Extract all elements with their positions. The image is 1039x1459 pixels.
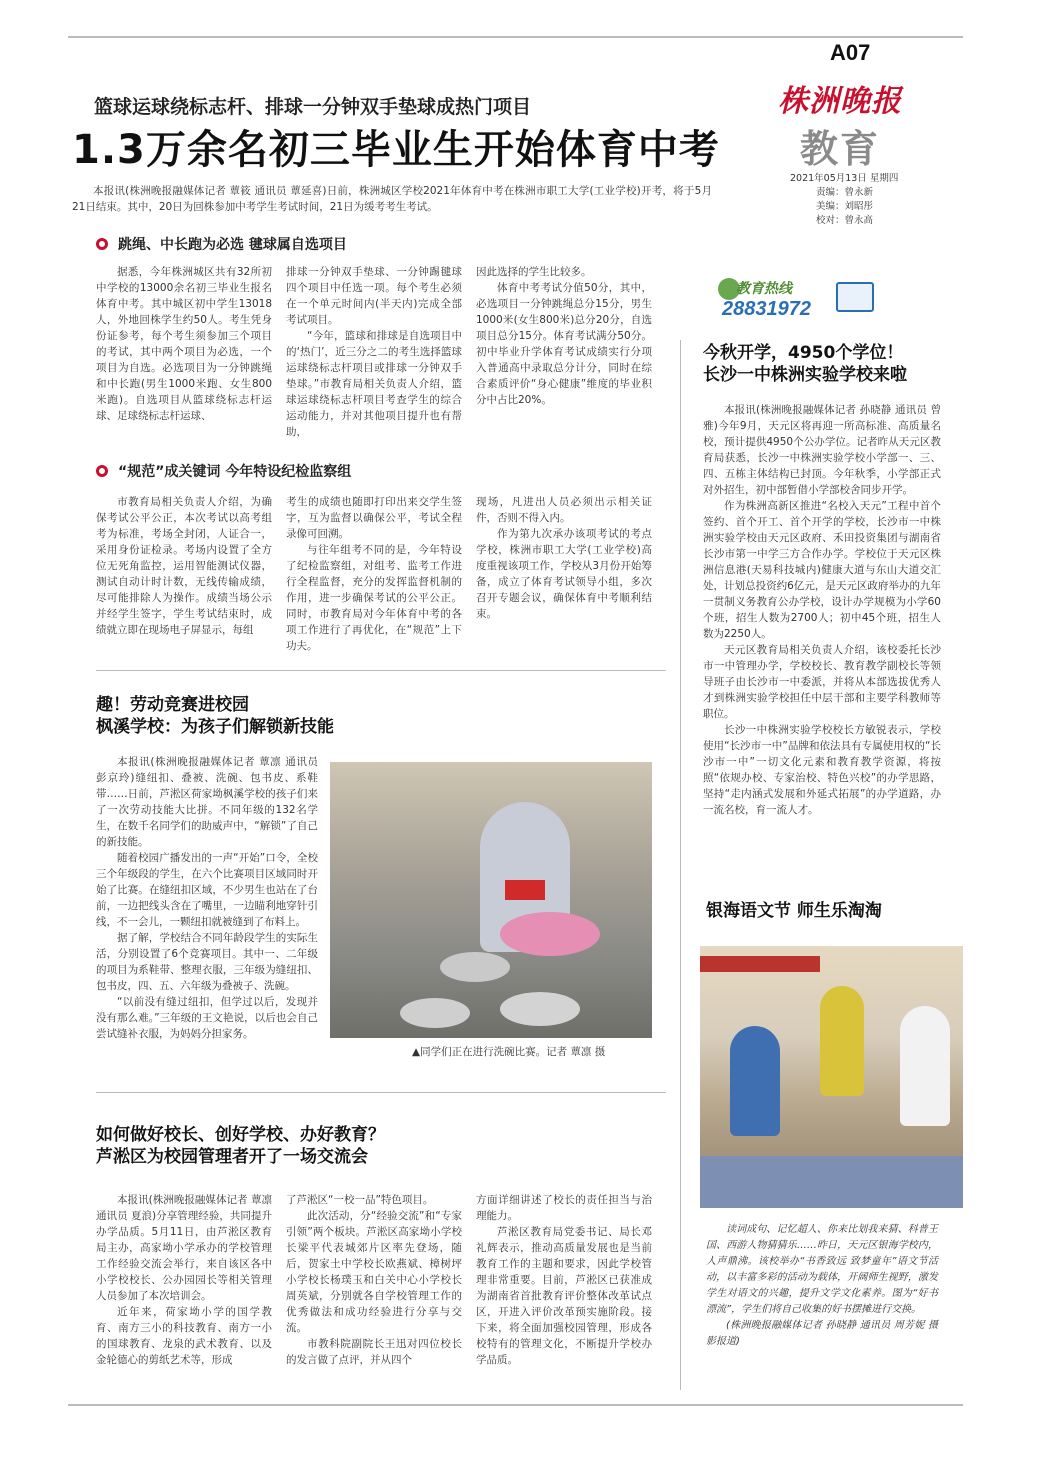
principal-col3: 方面详细讲述了校长的责任担当与治理能力。 芦淞区教育局党委书记、局长邓礼辉表示，推动高质量发展也是当前教育工作的主题和要求，因此学校管理非常重要。目前，芦淞区已获准成为湖南省首批教育评价整体改革试点区，开进入评价改革预实施阶段。接下来，将全面加强校园管理，形成各校特有的管理文化，不断提升学校办学品质。 [476, 1194, 652, 1366]
yinhai-caption: 读词成句、记忆超人、你来比划我来猜、科普王国、西游人物猜猜乐……昨日，天元区银海学校内，人声鼎沸。该校举办“书香致远 致梦童年”语文节活动，以丰富多彩的活动为载体，开阔师生视野，激发学生对语文的兴趣，提升文学文化素养。图为“好书漂流”，学生们将自己收集的好书摆摊进行交换。 (株洲晚报融媒体记者 孙晓静 通讯员 周芳妮 摄影报道) [706, 1224, 938, 1347]
person-shape [820, 986, 864, 1096]
hotline-label: 教育热线 [736, 281, 792, 297]
changsha-headline: 今秋开学，4950个学位！ 长沙一中株洲实验学校来啦 [703, 343, 907, 385]
page-number: A07 [830, 40, 871, 65]
circle-bullet-icon [96, 465, 108, 477]
section1-title: 跳绳、中长跑为必选 毽球属自选项目 [96, 234, 347, 254]
principal-col2: 了芦淞区“一校一品”特色项目。 此次活动，分“经验交流”和“专家引领”两个板块。芦淞区高家坳小学校长梁平代表城郊片区率先登场，随后，贺家土中学校长欧燕斌、樟树坪小学校长杨璞玉和白关中心小学校长周英斌，分别就各自学校管理工作的优秀做法和成功经验进行分享与交流。 市教科院副院长王迅对四位校长的发言做了点评，并从四个 [286, 1194, 462, 1366]
s1-col3: 因此选择的学生比较多。 体育中考考试分值50分，其中，必选项目一分钟跳绳总分15分，男生1000米(女生800米)总分20分，自选项目总分15分。体育考试满分50分。初中毕业升学体育考试成绩实行分项入普通高中录取总分计分，同时在综合素质评价“身心健康”维度的毕业积分中占比20%。 [476, 266, 652, 406]
hotline-badge [718, 276, 898, 326]
lead-kicker: 篮球运球绕标志杆、排球一分钟双手垫球成热门项目 [94, 96, 532, 118]
lead-headline: 1.3万余名初三毕业生开始体育中考 [72, 127, 720, 173]
paper-name: 株洲晚报 [778, 84, 902, 119]
labor-caption: ▲同学们正在进行洗碗比赛。记者 蕈凛 摄 [412, 1046, 606, 1058]
bowl-shape [400, 998, 470, 1028]
person-shape [730, 1026, 780, 1136]
basin-shape [500, 912, 600, 956]
designer-line: 美编：刘昭彤 [816, 201, 874, 212]
principal-headline: 如何做好校长、创好学校、办好教育？ 芦淞区为校园管理者开了一场交流会 [96, 1125, 385, 1167]
hotline-number: 28831972 [722, 298, 811, 320]
labor-headline: 趣！劳动竞赛进校园 枫溪学校：为孩子们解锁新技能 [96, 695, 334, 737]
section2-title: “规范”成关键词 今年特设纪检监察组 [96, 461, 351, 481]
labor-body: 本报讯(株洲晚报融媒体记者 蕈凛 通讯员 彭京玲)缝纽扣、叠被、洗碗、包书皮、系鞋带……日前，芦淞区荷家坳枫溪学校的孩子们来了一次劳动技能大比拼。不同年级的132名学生，在数千名同学们的助威声中，“解锁”了自己的新技能。 随着校园广播发出的一声“开始”口令，全校三个年级段的学生，在六个比赛项目区域同时开始了比赛。在缝纽扣区域，不少男生也站在了台前，一边把线头含在了嘴里，一边瞄利地穿针引线，不一会儿，一颗纽扣就被缝到了布料上。 据了解，学校结合不同年龄段学生的实际生活，分别设置了6个竞赛项目。其中一、二年级的项目为系鞋带、整理衣服，三年级为缝纽扣、包书皮，四、五、六年级为叠被子、洗碗。 “以前没有缝过纽扣，但学过以后，发现并没有那么难。”三年级的王文艳说，以后也会自己尝试缝补衣服，为妈妈分担家务。 [96, 756, 318, 1040]
s2-col2: 考生的成绩也随即打印出来交学生签字，互为监督以确保公平，考试全程录像可回溯。 与往年组考不同的是，今年特设了纪检监察组，对组考、监考工作进行全程监督，充分的发挥监督机制的作用，进一步确保考试的公平公正。同时，市教育局对今年体育中考的各项工作进行了再优化，在“规范”上下功夫。 [286, 496, 462, 652]
editor-line: 责编：曾永新 [816, 187, 874, 198]
s1-col1: 据悉，今年株洲城区共有32所初中学校的13000余名初三毕业生报名体育中考。其中城区初中学生13018人，外地回株学生约50人。考生凭身份证参考，每个考生须参加三个项目的考试，其中两个项目为必选，一个项目为自选。必选项目为一分钟跳绳和中长跑(男生1000米跑、女生800米跑)。自选项目从篮球绕标志杆运球、足球绕标志杆运球、 [96, 266, 272, 422]
s1-col2: 排球一分钟双手垫球、一分钟踢毽球四个项目中任选一项。每个考生必须在一个单元时间内(半天内)完成全部考试项目。 “今年，篮球和排球是自选项目中的‘热门’，近三分之二的考生选择篮球运球绕标志杆项目或排球一分钟双手垫球。”市教育局相关负责人介绍，篮球运球绕标志杆项目考查学生的综合运动能力，并对其他项目提升也有帮助， [286, 266, 462, 438]
principal-col1: 本报讯(株洲晚报融媒体记者 蕈凛 通讯员 夏浪)分享管理经验，共同提升办学品质。5月11日，由芦淞区教育局主办，高家坳小学承办的学校管理工作经验交流会举行，来自该区各中小学校校长、公办园园长等相关管理人员参加了本次培训会。 近年来，荷家坳小学的国学教育、南方三小的科技教育、南方一小的国球教育、龙泉的武术教育、以及金轮德心的剪纸艺术等，形成 [96, 1194, 272, 1366]
yinhai-headline: 银海语文节 师生乐淘淘 [706, 901, 882, 921]
labor-photo [330, 762, 652, 1038]
book-icon [836, 282, 874, 312]
lead-intro: 本报讯(株洲晚报融媒体记者 蕈筱 通讯员 蕈延喜)日前，株洲城区学校2021年体育中考在株洲市职工大学(工业学校)开考，将于5月21日结束。其中，20日为回株参加中考学生考试时间，21日为缓考考生考试。 [72, 185, 712, 213]
books-shape [700, 1156, 963, 1208]
s2-col3: 现场，凡进出人员必须出示相关证件，否则不得入内。 作为第九次承办该项考试的考点学校，株洲市职工大学(工业学校)高度重视该项工作，学校从3月份开始筹备，成立了体育考试领导小组，多次召开专题会议，确保体育中考顺利结束。 [476, 496, 652, 620]
yinhai-photo [700, 946, 963, 1208]
banner-shape [700, 956, 820, 972]
circle-bullet-icon [96, 238, 108, 250]
top-rule [68, 36, 963, 38]
bottom-rule [68, 1404, 963, 1406]
date-line: 2021年05月13日 星期四 [790, 173, 899, 184]
column-divider [680, 340, 681, 1390]
masthead-info [790, 172, 898, 228]
proof-line: 校对：曾永高 [816, 215, 874, 226]
changsha-body: 本报讯(株洲晚报融媒体记者 孙晓静 通讯员 曾雅)今年9月，天元区将再迎一所高标准、高质量名校，预计提供4950个公办学位。记者昨从天元区教育局获悉，长沙一中株洲实验学校小学部一、三、四、五栋主体结构已封顶。今年秋季，小学部正式对外招生，初中部暂借小学部校舍同步开学。 作为株洲高新区推进“名校入天元”工程中首个签约、首个开工、首个开学的学校，长沙市一中株洲实验学校由天元区政府、禾田投资集团与湖南省长沙市第一中学三方合作办学。学校位于天元区株洲信息港(天易科技城内)健康大道与东山大道交汇处，计划总投资约6亿元，是天元区政府举办的九年一贯制义务教育公办学校，设计办学规模为小学60个班，招生人数为2700人；初中45个班，招生人数为2250人。 天元区教育局相关负责人介绍，该校委托长沙市一中管理办学，学校校长、教育教学副校长等领导班子由长沙市一中委派，并将从本部选拔优秀人才到株洲实验学校担任中层干部和主要学科教师等职位。 长沙一中株洲实验学校校长方敏锐表示，学校使用“长沙市一中”品牌和依法具有专属使用权的“长沙市一中”一切文化元素和教育教学资源，将按照“依规办校、专家治校、特色兴校”的办学思路，坚持“走内涵式发展和外延式拓展”的办学道路，办一流名校，育一流人才。 [703, 404, 941, 816]
person-shape [900, 1006, 950, 1126]
section-title: 教育 [800, 126, 881, 171]
lead-divider [96, 670, 666, 671]
bowl-shape [500, 992, 580, 1026]
scarf-shape [505, 880, 545, 900]
s2-col1: 市教育局相关负责人介绍，为确保考试公平公正，本次考试以高考组考为标准，考场全封闭，人证合一，采用身份证检录。考场内设置了全方位无死角监控，运用智能测试仪器，测试自动计时计数，无线传输成绩，尽可能排除人为操作。成绩当场公示并经学生签字，学生考试结束时，成绩就立即在现场电子屏显示，每组 [96, 496, 272, 636]
bowl-shape [440, 952, 510, 982]
principal-divider [96, 1092, 666, 1093]
